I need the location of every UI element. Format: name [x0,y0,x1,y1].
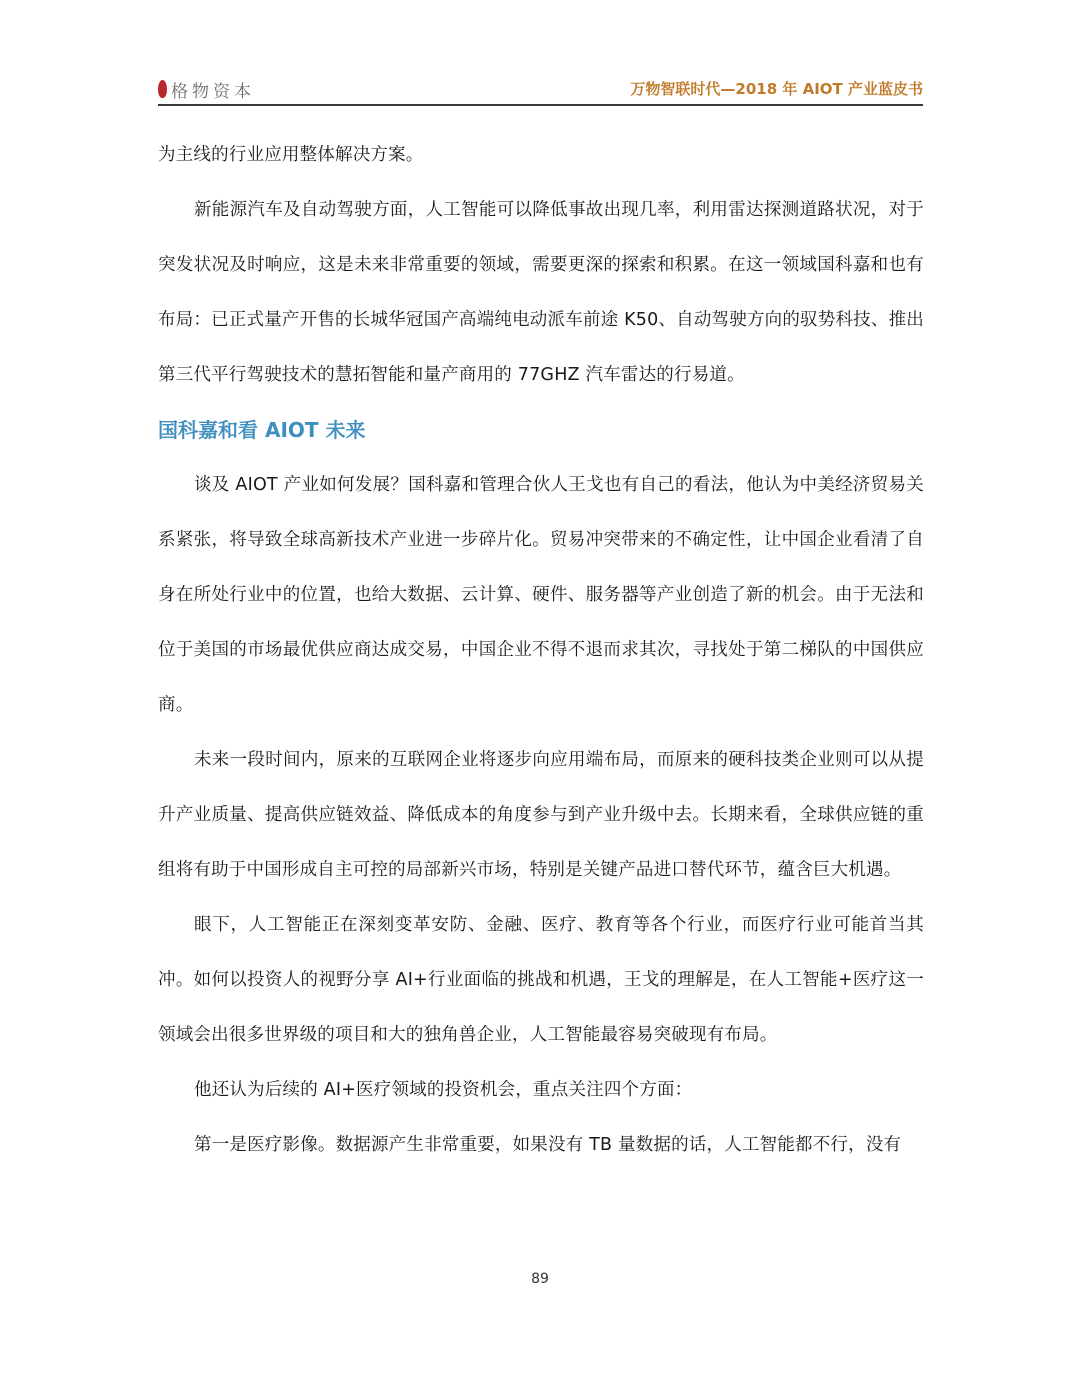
paragraph-aiot-development: 谈及 AIOT 产业如何发展？国科嘉和管理合伙人王戈也有自己的看法，他认为中美经济贸易关系紧张，将导致全球高新技术产业进一步碎片化。贸易冲突带来的不确定性，让中国企业看清了自身在所处行业中的位置，也给大数据、云计算、硬件、服务器等产业创造了新的机会。由于无法和位于美国的市场最优供应商达成交易，中国企业不得不退而求其次，寻找处于第二梯队的中国供应商。 [158,475,924,715]
paragraph-investment-focus: 他还认为后续的 AI+医疗领域的投资机会，重点关注四个方面： [194,1080,693,1100]
paragraph-continuation: 为主线的行业应用整体解决方案。 [158,145,424,165]
paragraph-ai-medical: 眼下，人工智能正在深刻变革安防、金融、医疗、教育等各个行业，而医疗行业可能首当其冲。如何以投资人的视野分享 AI+行业面临的挑战和机遇，王戈的理解是，在人工智能+医疗这一领域会出很多世界级的项目和大的独角兽企业，人工智能最容易突破现有布局。 [158,915,924,1045]
page-header [158,74,923,106]
document-title: 万物智联时代—2018 年 AIOT 产业蓝皮书 [630,80,923,98]
page-body [158,128,924,1173]
paragraph-autonomous-driving: 新能源汽车及自动驾驶方面，人工智能可以降低事故出现几率，利用雷达探测道路状况，对于突发状况及时响应，这是未来非常重要的领域，需要更深的探索和积累。在这一领域国科嘉和也有布局：已正式量产开售的长城华冠国产高端纯电动派车前途 K50、自动驾驶方向的驭势科技、推出第三代平行驾驶技术的慧拓智能和量产商用的 77GHZ 汽车雷达的行易道。 [158,200,924,385]
page-number: 89 [531,1271,549,1287]
company-logo [158,78,255,100]
paragraph-future-outlook: 未来一段时间内，原来的互联网企业将逐步向应用端布局，而原来的硬科技类企业则可以从提升产业质量、提高供应链效益、降低成本的角度参与到产业升级中去。长期来看，全球供应链的重组将有助于中国形成自主可控的局部新兴市场，特别是关键产品进口替代环节，蕴含巨大机遇。 [158,750,924,880]
logo-mark-icon [158,80,167,98]
logo-text: 格物资本 [171,81,255,102]
paragraph-medical-imaging: 第一是医疗影像。数据源产生非常重要，如果没有 TB 量数据的话，人工智能都不行，没有 [194,1135,902,1155]
section-heading: 国科嘉和看 AIOT 未来 [158,418,366,442]
